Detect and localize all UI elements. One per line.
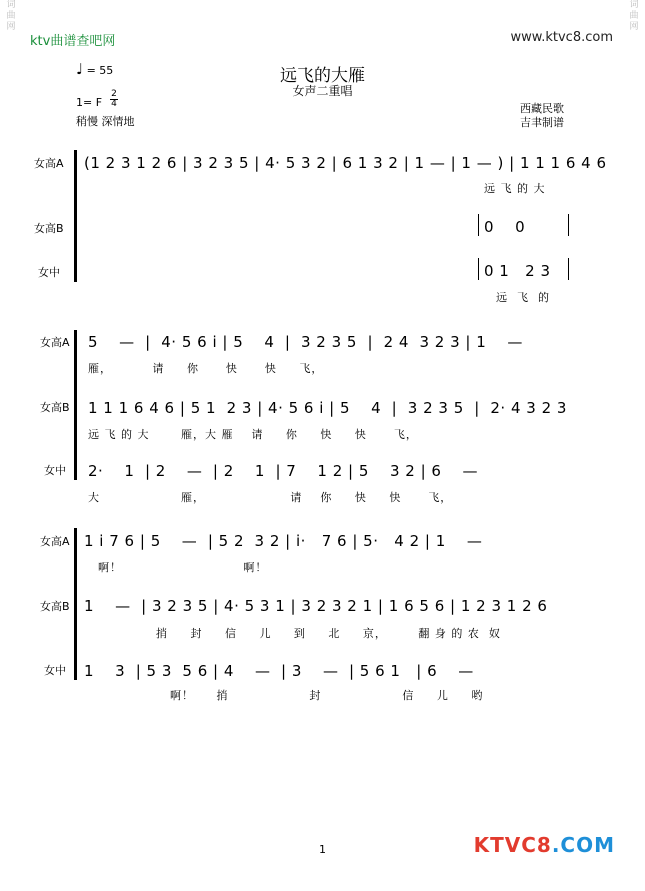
part-label-sopA: 女高A: [40, 535, 70, 548]
part-label-sopB: 女高B: [40, 401, 70, 414]
quarter-note-icon: ♩: [76, 60, 84, 78]
lyrics-alto-sys1: 远 飞 的: [496, 291, 550, 304]
part-label-sopB: 女高B: [40, 600, 70, 613]
barline: [478, 258, 479, 280]
key-signature: 1= F: [76, 96, 103, 109]
notes-sopB-sys3: 1 — | 3 2 3 5 | 4· 5 3 1 | 3 2 3 2 1 | 1 6 5 6 | 1 2 3 1 2 6: [84, 597, 548, 615]
barline: [568, 214, 569, 236]
song-title: 远飞的大雁: [280, 66, 365, 86]
notes-alto-sys2: 2· 1 | 2 — | 2 1 | 7 1 2 | 5 3 2 | 6 —: [88, 462, 479, 480]
barline: [478, 214, 479, 236]
lyrics-sopA-sys1: 远 飞 的 大: [484, 182, 546, 195]
lyrics-sopA-sys3: 啊！ 啊！: [98, 561, 268, 574]
brand-logo[interactable]: KTVC8.COM: [473, 833, 615, 857]
site-name-left[interactable]: ktv曲谱查吧网: [30, 34, 116, 49]
lyrics-sopB-sys2: 远 飞 的 大 雁，大 雁 请 你 快 快 飞，: [88, 428, 418, 441]
watermark-right: 词 曲 网: [629, 0, 639, 32]
tempo-marking: ♩ = 55: [76, 60, 114, 78]
part-label-alto: 女中: [44, 664, 66, 677]
watermark-left: 词 曲 网: [6, 0, 16, 32]
system-bracket: [74, 150, 77, 282]
notes-sopB-sys2: 1 1 1 6 4 6 | 5 1 2 3 | 4· 5 6 i | 5 4 | 3 2 3 5 | 2· 4 3 2 3: [88, 399, 567, 417]
lyrics-sopA-sys2: 雁， 请 你 快 快 飞，: [88, 362, 324, 375]
part-label-alto: 女中: [44, 464, 66, 477]
part-label-alto: 女中: [38, 266, 60, 279]
notes-alto-sys1: 0 1 2 3: [484, 262, 551, 280]
expression-marking: 稍慢 深情地: [76, 115, 135, 128]
lyrics-sopB-sys3: 捎 封 信 儿 到 北 京， 翻 身 的 农 奴: [156, 627, 501, 640]
part-label-sopA: 女高A: [34, 157, 64, 170]
lyrics-alto-sys2: 大 雁， 请 你 快 快 飞，: [88, 491, 453, 504]
notes-alto-sys3: 1 3 | 5 3 5 6 | 4 — | 3 — | 5 6 1 | 6 —: [84, 662, 474, 680]
site-url-right[interactable]: www.ktvc8.com: [510, 30, 613, 45]
time-signature: 2 4: [111, 89, 117, 109]
song-subtitle: 女声二重唱: [292, 84, 353, 98]
lyrics-alto-sys3: 啊！ 捎 封 信 儿 哟: [170, 689, 484, 702]
notes-sopA-sys2: 5 — | 4· 5 6 i | 5 4 | 3 2 3 5 | 2 4 3 2 3 | 1 —: [88, 333, 523, 351]
part-label-sopB: 女高B: [34, 222, 64, 235]
system-bracket: [74, 528, 77, 680]
song-origin: 西藏民歌: [520, 102, 564, 115]
barline: [568, 258, 569, 280]
page-number: 1: [319, 843, 326, 856]
part-label-sopA: 女高A: [40, 336, 70, 349]
transcriber: 吉聿制谱: [520, 116, 564, 129]
notes-sopA-sys1: (1 2 3 1 2 6 | 3 2 3 5 | 4· 5 3 2 | 6 1 3 2 | 1 — | 1 — ) | 1 1 1 6 4 6: [84, 154, 607, 172]
notes-sopB-sys1: 0 0: [484, 218, 526, 236]
system-bracket: [74, 330, 77, 480]
notes-sopA-sys3: 1 i 7 6 | 5 — | 5 2 3 2 | i· 7 6 | 5· 4 2 | 1 —: [84, 532, 483, 550]
